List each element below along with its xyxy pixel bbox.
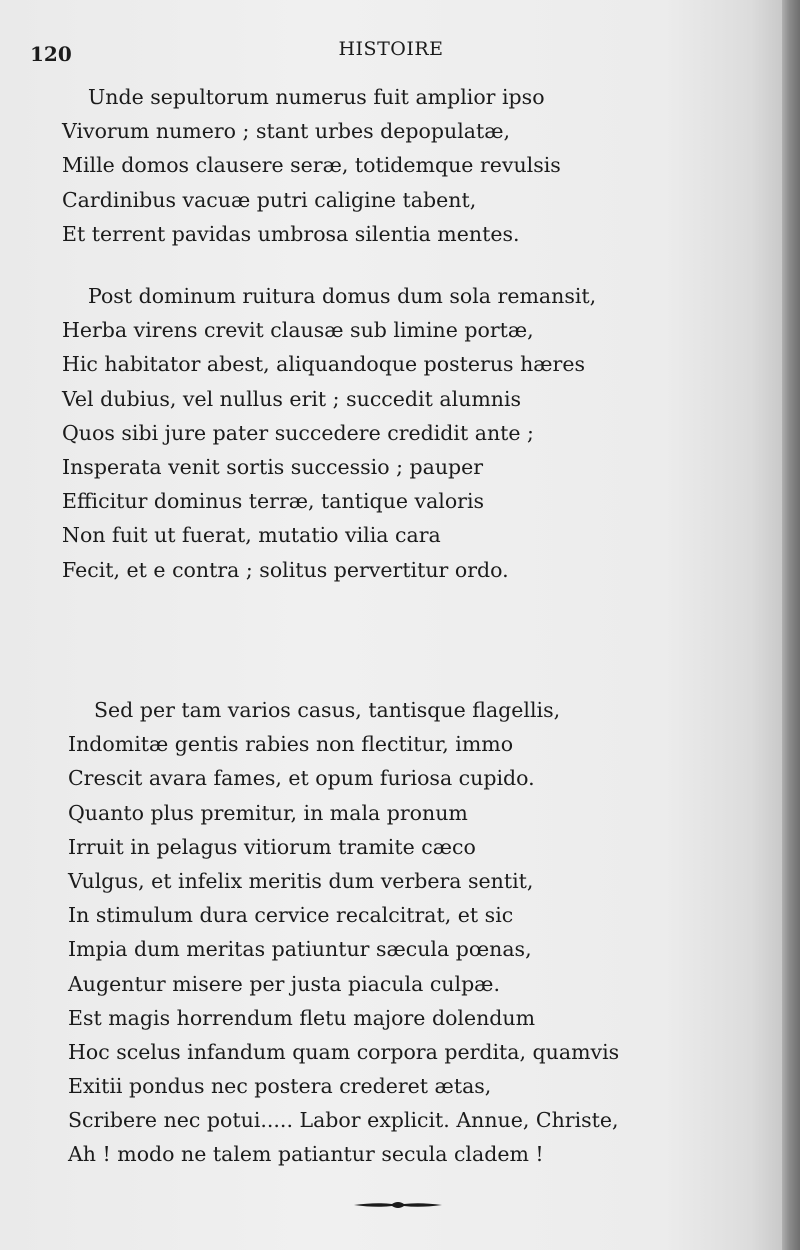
book-spine-edge xyxy=(782,0,800,1250)
stanza-1 xyxy=(62,80,561,251)
verse-line: Cardinibus vacuæ putri caligine tabent, xyxy=(62,187,477,212)
verse-line: Herba virens crevit clausæ sub limine portæ, xyxy=(62,318,534,343)
verse-line: Vel dubius, vel nullus erit ; succedit alumnis xyxy=(62,386,522,411)
verse-line: Augentur misere per justa piacula culpæ. xyxy=(68,971,500,996)
verse-line: Scribere nec potui..... Labor explicit. Annue, Christe, xyxy=(68,1108,619,1133)
verse-line: Impia dum meritas patiuntur sæcula pœnas, xyxy=(68,937,532,962)
verse-line: Sed per tam varios casus, tantisque flagellis, xyxy=(94,698,561,722)
verse-line: In stimulum dura cervice recalcitrat, et sic xyxy=(68,903,514,928)
verse-line: Vulgus, et infelix meritis dum verbera sentit, xyxy=(68,868,534,893)
verse-line: Quos sibi jure pater succedere credidit ante ; xyxy=(62,420,534,445)
verse-line: Insperata venit sortis successio ; pauper xyxy=(62,454,484,479)
verse-line: Unde sepultorum numerus fuit amplior ipso xyxy=(88,85,545,109)
verse-line: Crescit avara fames, et opum furiosa cupido. xyxy=(68,766,535,791)
stanza-2 xyxy=(62,279,596,587)
stanza-3 xyxy=(68,693,619,1172)
verse-line: Hic habitator abest, aliquandoque posterus hæres xyxy=(62,352,586,377)
verse-line: Non fuit ut fuerat, mutatio vilia cara xyxy=(62,523,441,548)
verse-line: Vivorum numero ; stant urbes depopulatæ, xyxy=(62,119,511,144)
verse-line: Exitii pondus nec postera crederet ætas, xyxy=(68,1074,492,1099)
verse-line: Ah ! modo ne talem patiantur secula cladem ! xyxy=(68,1142,544,1167)
verse-line: Fecit, et e contra ; solitus pervertitur ordo. xyxy=(62,557,509,582)
verse-line: Post dominum ruitura domus dum sola remansit, xyxy=(88,284,597,308)
verse-line: Indomitæ gentis rabies non flectitur, immo xyxy=(68,732,514,757)
page-number: 120 xyxy=(30,42,72,66)
verse-line: Efficitur dominus terræ, tantique valoris xyxy=(62,489,485,514)
verse-line: Irruit in pelagus vitiorum tramite cæco xyxy=(68,834,476,859)
verse-line: Quanto plus premitur, in mala pronum xyxy=(68,800,468,825)
verse-line: Hoc scelus infandum quam corpora perdita, quamvis xyxy=(68,1039,620,1064)
verse-line: Mille domos clausere seræ, totidemque revulsis xyxy=(62,153,561,178)
end-ornament-icon xyxy=(352,1198,444,1212)
verse-line: Est magis horrendum fletu majore dolendum xyxy=(68,1005,536,1030)
running-head: HISTOIRE xyxy=(338,38,444,60)
verse-line: Et terrent pavidas umbrosa silentia mentes. xyxy=(62,221,520,246)
